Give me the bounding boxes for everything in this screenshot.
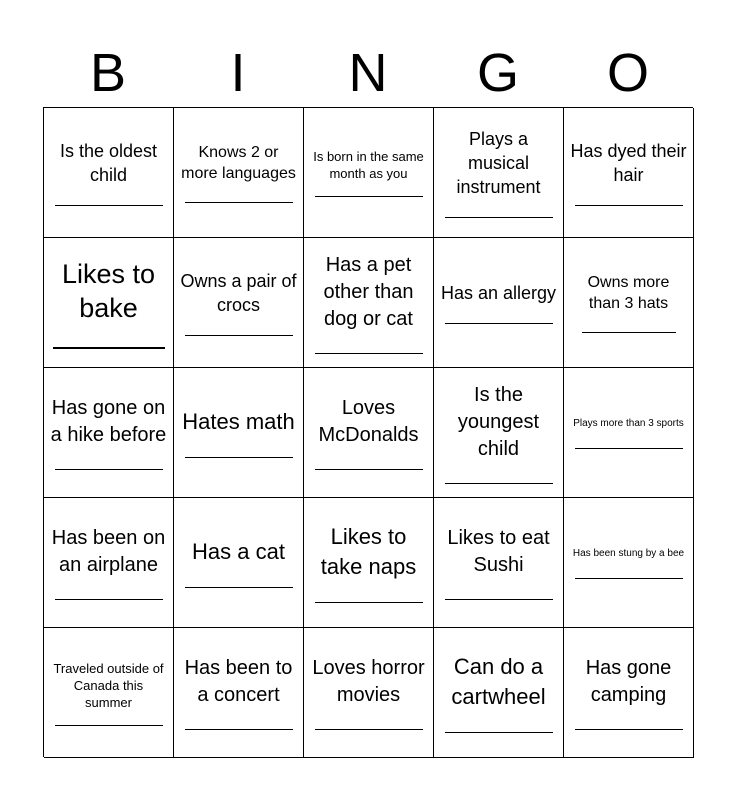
bingo-cell[interactable] — [434, 108, 564, 238]
bingo-cell[interactable] — [564, 238, 694, 368]
bingo-cell[interactable] — [174, 628, 304, 758]
bingo-cell[interactable] — [174, 238, 304, 368]
header-letter-g: G — [476, 43, 519, 103]
bingo-cell[interactable] — [304, 368, 434, 498]
bingo-cell[interactable] — [44, 368, 174, 498]
bingo-cell[interactable] — [174, 368, 304, 498]
bingo-cell[interactable] — [564, 498, 694, 628]
cell-blank-line — [445, 467, 553, 484]
cell-text: Likes to eat Sushi — [447, 527, 550, 576]
cell-blank-line — [315, 713, 423, 730]
bingo-cell[interactable] — [304, 238, 434, 368]
cell-text: Hates math — [182, 409, 295, 434]
bingo-cell[interactable] — [44, 628, 174, 758]
cell-blank-line — [575, 564, 683, 579]
cell-blank-line — [445, 583, 553, 600]
cell-blank-line — [185, 188, 293, 203]
cell-text: Owns more than 3 hats — [587, 274, 670, 312]
cell-blank-line — [445, 203, 553, 218]
cell-blank-line — [582, 318, 676, 333]
cell-blank-line — [315, 337, 423, 354]
bingo-cell[interactable] — [434, 628, 564, 758]
header-letter-n: N — [348, 43, 388, 103]
cell-blank-line — [55, 453, 163, 470]
cell-blank-line — [55, 715, 163, 726]
cell-text: Has gone on a hike before — [50, 397, 167, 446]
cell-blank-line — [185, 713, 293, 730]
bingo-cell[interactable] — [304, 628, 434, 758]
bingo-cell[interactable] — [44, 238, 174, 368]
cell-text: Knows 2 or more languages — [181, 144, 296, 182]
bingo-cell[interactable] — [174, 108, 304, 238]
cell-blank-line — [575, 713, 683, 730]
cell-blank-line — [315, 453, 423, 470]
bingo-cell[interactable] — [434, 498, 564, 628]
header-letter-o: O — [606, 43, 649, 103]
cell-text: Loves horror movies — [312, 657, 425, 706]
cell-blank-line — [445, 309, 553, 324]
cell-text: Has been on an airplane — [51, 527, 166, 576]
cell-text: Has been stung by a bee — [572, 547, 685, 559]
cell-text: Has been to a concert — [184, 657, 293, 706]
bingo-cell[interactable] — [434, 368, 564, 498]
bingo-cell[interactable] — [174, 498, 304, 628]
cell-blank-line — [55, 583, 163, 600]
bingo-cell[interactable] — [564, 368, 694, 498]
cell-text: Has gone camping — [585, 657, 672, 706]
cell-blank-line — [575, 191, 683, 206]
bingo-cell[interactable] — [304, 108, 434, 238]
bingo-cell[interactable] — [564, 108, 694, 238]
bingo-cell[interactable] — [434, 238, 564, 368]
cell-text: Has a pet other than dog or cat — [323, 253, 414, 330]
header-letter-i: I — [230, 43, 246, 103]
cell-text: Is born in the same month as you — [313, 149, 424, 181]
cell-blank-line — [445, 716, 553, 733]
cell-text: Has a cat — [192, 539, 285, 564]
cell-text: Has dyed their hair — [570, 141, 687, 185]
cell-blank-line — [315, 586, 423, 603]
cell-blank-line — [55, 191, 163, 206]
cell-text: Likes to bake — [61, 258, 156, 323]
cell-text: Owns a pair of crocs — [180, 271, 297, 315]
cell-blank-line — [185, 321, 293, 336]
cell-blank-line — [185, 571, 293, 588]
bingo-cell[interactable] — [44, 108, 174, 238]
cell-blank-line — [53, 329, 165, 349]
bingo-cell[interactable] — [564, 628, 694, 758]
cell-text: Likes to take naps — [320, 524, 417, 579]
cell-text: Plays more than 3 sports — [573, 417, 684, 429]
bingo-header — [43, 38, 693, 108]
header-letter-b: B — [89, 43, 127, 103]
cell-text: Is the youngest child — [457, 383, 540, 460]
cell-text: Has an allergy — [440, 283, 557, 303]
bingo-grid — [43, 107, 693, 757]
cell-text: Can do a cartwheel — [451, 654, 546, 709]
cell-text: Loves McDonalds — [318, 397, 419, 446]
cell-text: Is the oldest child — [59, 141, 158, 185]
cell-blank-line — [185, 441, 293, 458]
bingo-cell[interactable] — [44, 498, 174, 628]
cell-text: Traveled outside of Canada this summer — [53, 660, 164, 710]
cell-blank-line — [575, 434, 683, 449]
cell-blank-line — [315, 186, 423, 197]
cell-text: Plays a musical instrument — [456, 129, 541, 197]
bingo-cell[interactable] — [304, 498, 434, 628]
